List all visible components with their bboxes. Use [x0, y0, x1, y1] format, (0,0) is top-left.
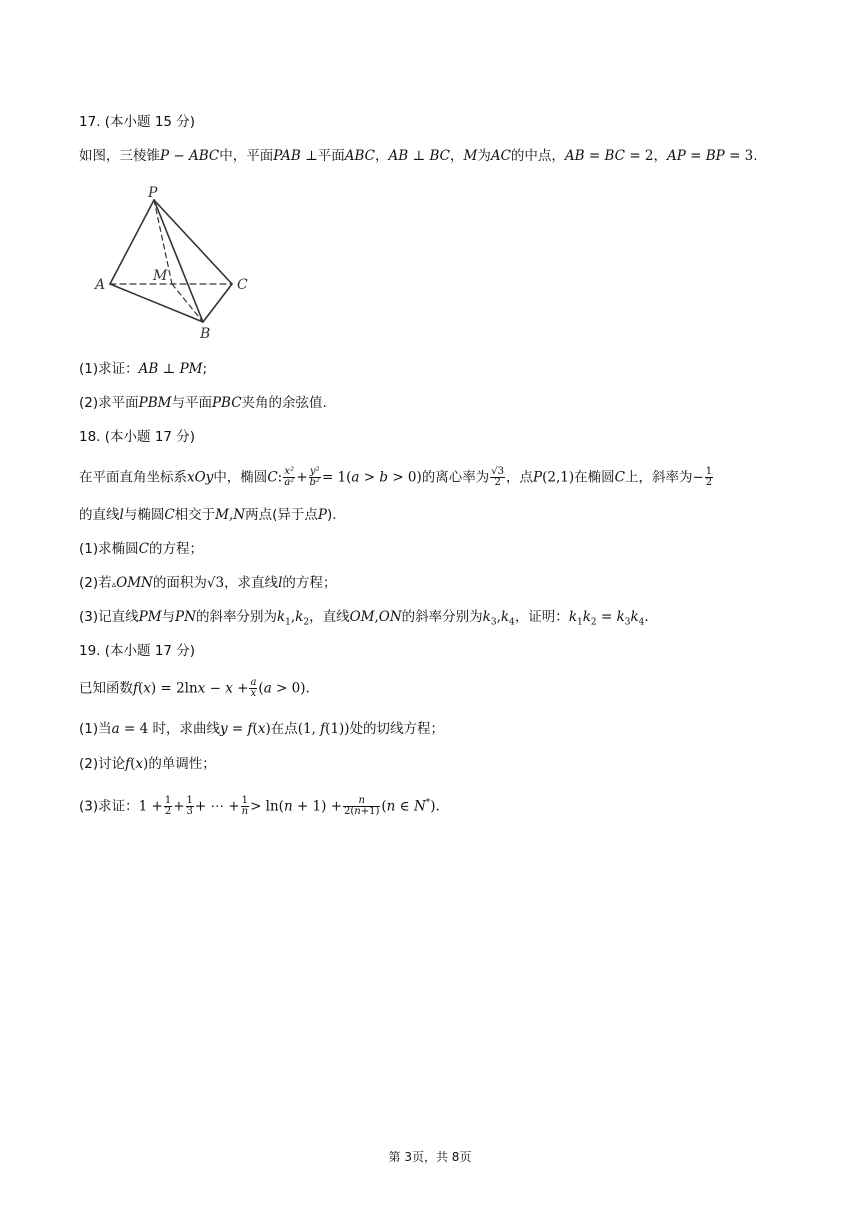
pyramid-figure: [92, 186, 262, 346]
q19-part2: (2)讨论f(x)的单调性；: [79, 756, 216, 772]
q18-stem: 在平面直角坐标系xOy中，椭圆C: $\frac{\text{x²}}{\text{a²}}$ + $\frac{\text{y²}}{\text{b²}}$ = 1(a > b > 0)的离心率为 $\frac{√3}{2}$ ，点P(2,1)在椭圆C上，斜率为− $\frac{1}{2}$: [79, 466, 713, 488]
q18-header: 18. (本小题 17 分): [79, 429, 196, 445]
q17-stem: 如图，三棱锥P − ABC中，平面PAB ⊥平面ABC，AB ⊥ BC，M为AC的中点，AB = BC = 2，AP = BP = 3.: [79, 148, 758, 164]
page-footer: 第 3页，共 8页: [388, 1150, 472, 1164]
fig-label-b: B: [200, 326, 211, 342]
q19-stem: 已知函数f(x) = 2lnx − x + $\frac{a}{x}$ (a > 0).: [79, 677, 310, 699]
fig-label-c: C: [237, 277, 248, 293]
q18-stem-2: 的直线l与椭圆C相交于M,N两点(异于点P).: [79, 507, 337, 523]
q18-part2: (2)若▵OMN的面积为√3，求直线l的方程；: [79, 575, 337, 591]
q18-part3: (3)记直线PM与PN的斜率分别为$k_1,k_2$，直线OM,ON的斜率分别为$k_3,k_4$，证明：$k_1k_2 = k_3k_4$.: [79, 609, 649, 628]
q18-part1: (1)求椭圆C的方程；: [79, 541, 203, 557]
q17-part2: (2)求平面PBM与平面PBC夹角的余弦值.: [79, 395, 327, 411]
q19-part1: (1)当a = 4 时，求曲线y = f(x)在点(1, f(1))处的切线方程；: [79, 721, 445, 737]
q19-header: 19. (本小题 17 分): [79, 643, 196, 659]
fig-label-p: P: [148, 186, 158, 201]
q17-part1: (1)求证：AB ⊥ PM;: [79, 361, 208, 377]
q19-part3: (3)求证：1 + $\frac{1}{2}$ + $\frac{1}{3}$ + ⋯ + $\frac{1}{n}$ > ln(n + 1) + $\frac{n}{2(n+1)}$ (n ∈ N*).: [79, 795, 440, 817]
fig-label-m: M: [153, 268, 168, 284]
q17-header: 17. (本小题 15 分): [79, 114, 196, 130]
fig-label-a: A: [95, 277, 106, 293]
